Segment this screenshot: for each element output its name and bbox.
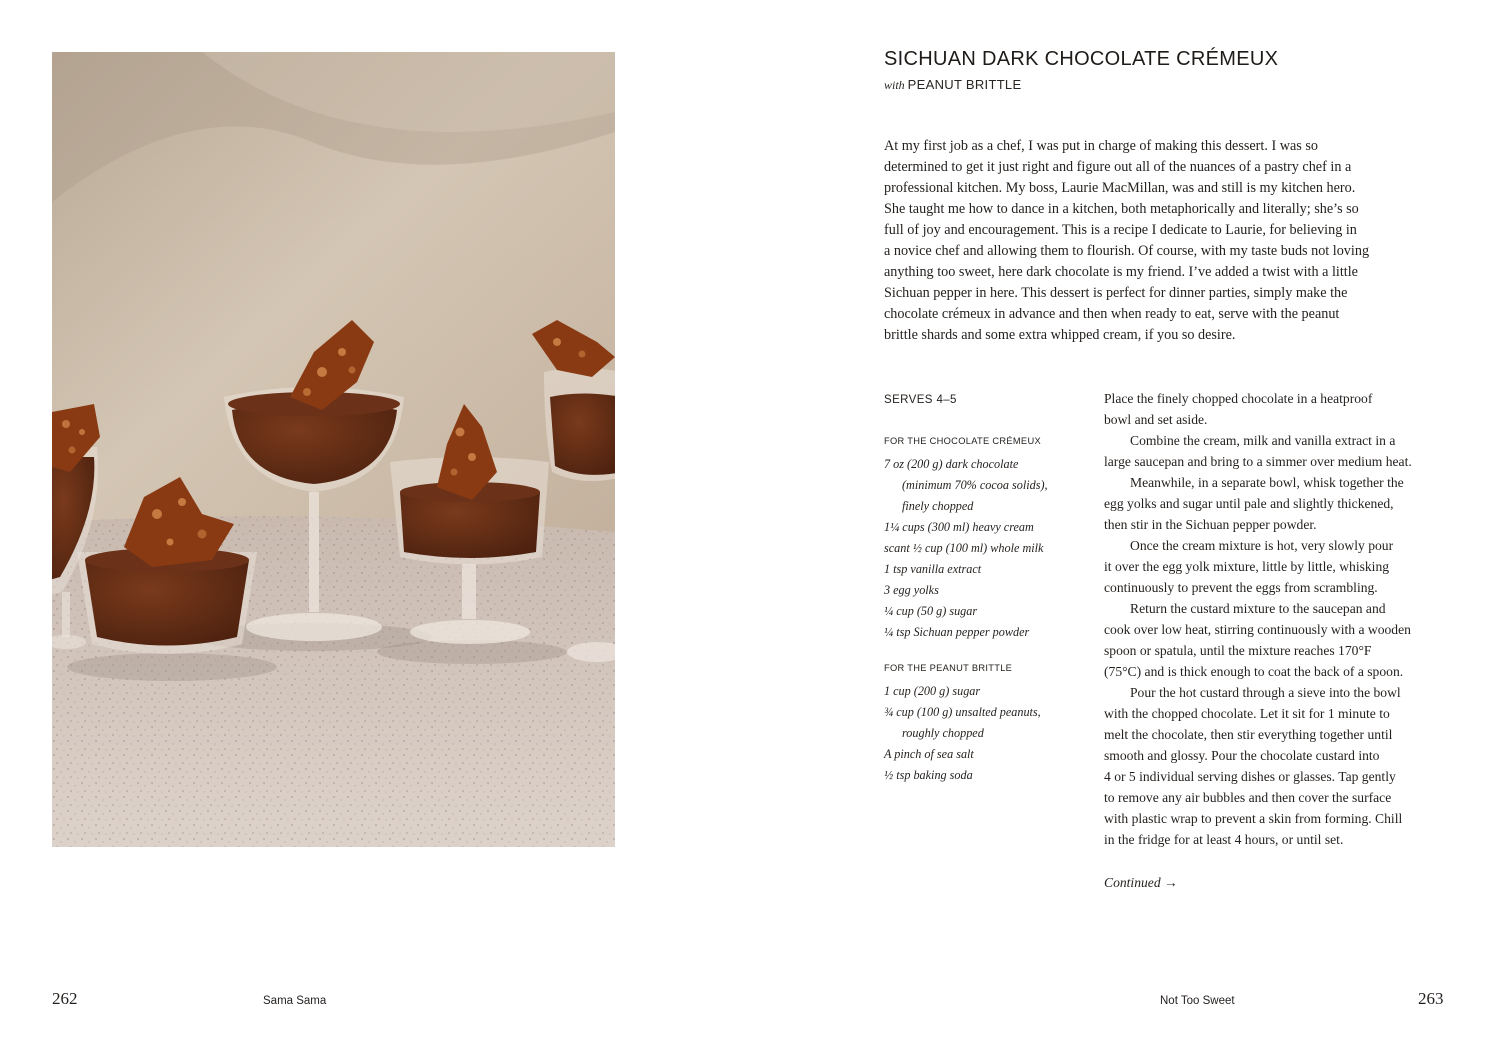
ingredient-line: 3 egg yolks	[884, 583, 939, 597]
dessert-photo	[52, 52, 615, 847]
method-line: smooth and glossy. Pour the chocolate custard into	[1104, 748, 1380, 763]
intro-line: chocolate crémeux in advance and then when ready to eat, serve with the peanut	[884, 306, 1340, 322]
ingredient-line: (minimum 70% cocoa solids),	[902, 478, 1048, 492]
intro-line: Sichuan pepper in here. This dessert is perfect for dinner parties, simply make the	[884, 285, 1348, 301]
section-gap	[884, 643, 1084, 661]
cremeux-ingredients	[884, 454, 1084, 643]
intro-line: brittle shards and some extra whipped cream, if you so desire.	[884, 327, 1236, 343]
left-page-number: 262	[52, 989, 78, 1008]
method-line: with the chopped chocolate. Let it sit for 1 minute to	[1104, 706, 1390, 721]
subtitle-rest: PEANUT BRITTLE	[907, 77, 1022, 92]
method-line: large saucepan and bring to a simmer over medium heat.	[1104, 454, 1412, 469]
method-line: Place the finely chopped chocolate in a heatproof	[1104, 391, 1373, 406]
intro-line: professional kitchen. My boss, Laurie MacMillan, was and still is my kitchen hero.	[884, 180, 1356, 196]
recipe-title: SICHUAN DARK CHOCOLATE CRÉMEUX	[884, 48, 1279, 70]
ingredient-line: scant ½ cup (100 ml) whole milk	[884, 541, 1044, 555]
method-line: cook over low heat, stirring continuously with a wooden	[1104, 622, 1411, 637]
right-running-title: Not Too Sweet	[1160, 995, 1235, 1007]
method-line: it over the egg yolk mixture, little by little, whisking	[1104, 559, 1390, 574]
method-line: with plastic wrap to prevent a skin from forming. Chill	[1104, 811, 1403, 826]
continued-link[interactable]: Continued →	[1104, 875, 1178, 890]
ingredient-line: ¾ cup (100 g) unsalted peanuts,	[884, 705, 1041, 719]
ingredient-line: 1 cup (200 g) sugar	[884, 684, 981, 698]
method-text	[1104, 388, 1449, 850]
ingredient-line: ¼ tsp Sichuan pepper powder	[884, 625, 1030, 639]
right-page-number: 263	[1418, 989, 1444, 1008]
brittle-heading: FOR THE PEANUT BRITTLE	[884, 663, 1013, 673]
serves-label: SERVES 4–5	[884, 394, 957, 406]
method-line: in the fridge for at least 4 hours, or until set.	[1104, 832, 1344, 847]
method-line: Return the custard mixture to the saucepan and	[1130, 601, 1386, 616]
recipe-subtitle	[884, 77, 1021, 93]
ingredient-line: 1¼ cups (300 ml) heavy cream	[884, 520, 1034, 534]
method-line: to remove any air bubbles and then cover the surface	[1104, 790, 1392, 805]
intro-paragraph	[884, 136, 1444, 346]
method-line: Once the cream mixture is hot, very slowly pour	[1130, 538, 1394, 553]
method-line: spoon or spatula, until the mixture reaches 170°F	[1104, 643, 1372, 658]
method-line: (75°C) and is thick enough to coat the back of a spoon.	[1104, 664, 1404, 679]
ingredient-line: finely chopped	[902, 499, 974, 513]
ingredient-line: A pinch of sea salt	[884, 747, 974, 761]
intro-line: At my first job as a chef, I was put in charge of making this dessert. I was so	[884, 138, 1318, 154]
intro-line: She taught me how to dance in a kitchen, both metaphorically and literally; she’s so	[884, 201, 1359, 217]
method-line: egg yolks and sugar until pale and slightly thickened,	[1104, 496, 1394, 511]
cremeux-heading: FOR THE CHOCOLATE CRÉMEUX	[884, 436, 1041, 446]
ingredient-line: 1 tsp vanilla extract	[884, 562, 982, 576]
left-running-title: Sama Sama	[263, 995, 327, 1007]
method-line: 4 or 5 individual serving dishes or glasses. Tap gently	[1104, 769, 1396, 784]
intro-line: anything too sweet, here dark chocolate is my friend. I’ve added a twist with a little	[884, 264, 1358, 280]
intro-line: determined to get it just right and figure out all of the nuances of a pastry chef in a	[884, 159, 1352, 175]
brittle-ingredients	[884, 681, 1084, 786]
method-line: Combine the cream, milk and vanilla extract in a	[1130, 433, 1396, 448]
ingredient-line: 7 oz (200 g) dark chocolate	[884, 457, 1019, 471]
method-line: melt the chocolate, then stir everything together until	[1104, 727, 1393, 742]
method-line: continuously to prevent the eggs from scrambling.	[1104, 580, 1378, 595]
method-line: bowl and set aside.	[1104, 412, 1208, 427]
ingredient-line: ¼ cup (50 g) sugar	[884, 604, 978, 618]
ingredients-column	[884, 391, 1084, 786]
intro-line: full of joy and encouragement. This is a recipe I dedicate to Laurie, for believing in	[884, 222, 1357, 238]
method-line: then stir in the Sichuan pepper powder.	[1104, 517, 1317, 532]
subtitle-with: with	[884, 78, 905, 92]
ingredient-line: ½ tsp baking soda	[884, 768, 973, 782]
ingredient-line: roughly chopped	[902, 726, 984, 740]
intro-line: a novice chef and allowing them to flourish. Of course, with my taste buds not loving	[884, 243, 1370, 259]
method-line: Pour the hot custard through a sieve into the bowl	[1130, 685, 1401, 700]
method-line: Meanwhile, in a separate bowl, whisk together the	[1130, 475, 1404, 490]
